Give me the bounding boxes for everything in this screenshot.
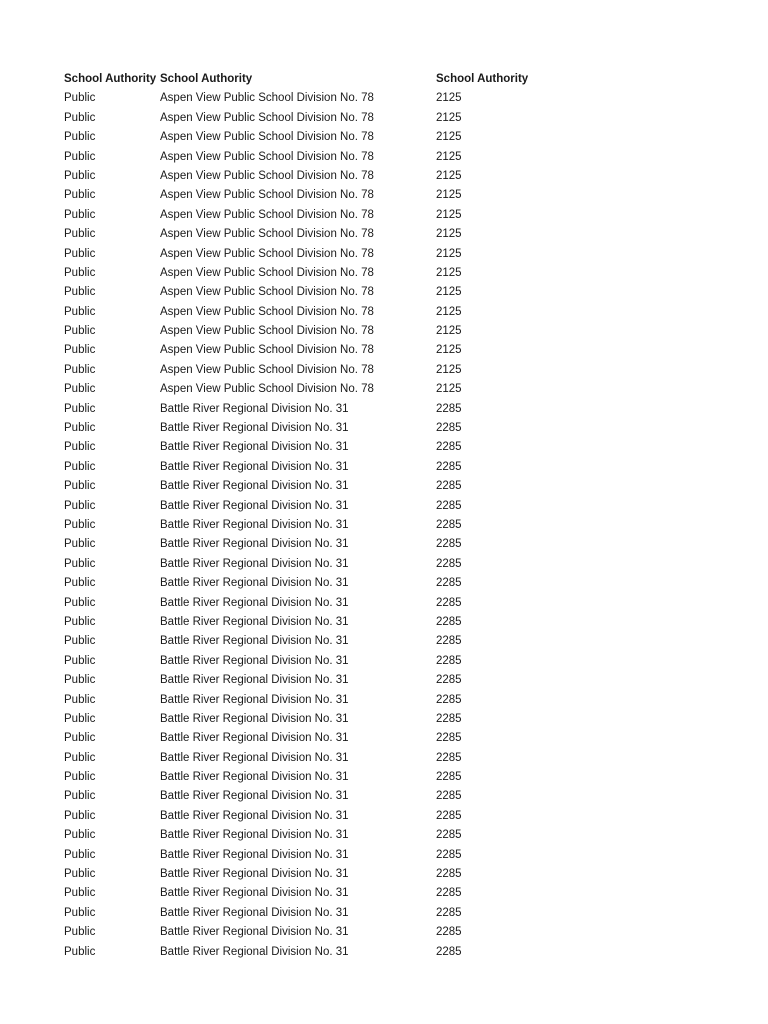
table-cell: 2125 [436,305,462,318]
table-cell: Public [64,596,96,609]
table-row [64,555,724,574]
table-cell: Battle River Regional Division No. 31 [160,829,349,842]
table-row [64,458,724,477]
table-cell: Public [64,945,96,958]
table-cell: Public [64,402,96,415]
table-row [64,361,724,380]
table-row [64,632,724,651]
table-cell: Battle River Regional Division No. 31 [160,926,349,939]
table-cell: 2285 [436,674,462,687]
table-cell: Battle River Regional Division No. 31 [160,674,349,687]
table-cell: 2285 [436,654,462,667]
table-cell: 2125 [436,111,462,124]
table-cell: Public [64,848,96,861]
table-cell: Public [64,383,96,396]
table-cell: Battle River Regional Division No. 31 [160,809,349,822]
table-cell: Battle River Regional Division No. 31 [160,887,349,900]
table-cell: Aspen View Public School Division No. 78 [160,363,374,376]
table-cell: Public [64,286,96,299]
table-cell: Aspen View Public School Division No. 78 [160,383,374,396]
table-row [64,497,724,516]
table-cell: 2125 [436,266,462,279]
table-cell: Public [64,712,96,725]
table-cell: 2285 [436,712,462,725]
table-cell: Battle River Regional Division No. 31 [160,906,349,919]
table-row [64,89,724,108]
table-cell: 2125 [436,363,462,376]
table-cell: Aspen View Public School Division No. 78 [160,92,374,105]
table-cell: Public [64,460,96,473]
table-row [64,128,724,147]
table-cell: Aspen View Public School Division No. 78 [160,208,374,221]
table-cell: Battle River Regional Division No. 31 [160,654,349,667]
table-row [64,245,724,264]
table-cell: Public [64,615,96,628]
column-header: School Authority [160,73,253,85]
table-cell: Public [64,499,96,512]
table-cell: Aspen View Public School Division No. 78 [160,189,374,202]
table-row [64,710,724,729]
table-cell: Aspen View Public School Division No. 78 [160,247,374,260]
table-cell: Battle River Regional Division No. 31 [160,518,349,531]
table-cell: Public [64,208,96,221]
table-cell: Battle River Regional Division No. 31 [160,615,349,628]
table-cell: 2125 [436,228,462,241]
table-row [64,148,724,167]
table-cell: Aspen View Public School Division No. 78 [160,111,374,124]
table-row [64,341,724,360]
table-cell: Battle River Regional Division No. 31 [160,635,349,648]
table-cell: Public [64,344,96,357]
table-cell: 2125 [436,383,462,396]
table-cell: Public [64,325,96,338]
table-row [64,923,724,942]
table-cell: 2285 [436,906,462,919]
table-row [64,109,724,128]
spreadsheet-table [64,70,724,962]
table-cell: 2285 [436,557,462,570]
table-cell: 2285 [436,848,462,861]
table-cell: Public [64,868,96,881]
table-cell: 2285 [436,422,462,435]
table-cell: Battle River Regional Division No. 31 [160,751,349,764]
table-cell: 2125 [436,208,462,221]
table-cell: Public [64,557,96,570]
table-cell: Public [64,538,96,551]
table-row [64,768,724,787]
table-cell: Public [64,189,96,202]
table-row [64,594,724,613]
table-cell: Public [64,228,96,241]
table-cell: Aspen View Public School Division No. 78 [160,150,374,163]
table-cell: Public [64,906,96,919]
table-cell: 2285 [436,635,462,648]
table-cell: Public [64,518,96,531]
table-row [64,186,724,205]
table-row [64,865,724,884]
table-row [64,826,724,845]
table-cell: Public [64,111,96,124]
table-row [64,419,724,438]
table-cell: Battle River Regional Division No. 31 [160,596,349,609]
table-cell: Battle River Regional Division No. 31 [160,538,349,551]
table-row [64,283,724,302]
table-cell: Aspen View Public School Division No. 78 [160,169,374,182]
table-row [64,167,724,186]
table-row [64,477,724,496]
table-cell: 2285 [436,441,462,454]
table-cell: Battle River Regional Division No. 31 [160,480,349,493]
table-cell: Public [64,577,96,590]
table-cell: 2285 [436,945,462,958]
table-cell: Battle River Regional Division No. 31 [160,945,349,958]
table-cell: 2285 [436,790,462,803]
table-row [64,303,724,322]
table-row [64,400,724,419]
table-cell: Aspen View Public School Division No. 78 [160,228,374,241]
table-cell: Public [64,887,96,900]
table-cell: 2285 [436,751,462,764]
table-cell: 2285 [436,538,462,551]
table-cell: Public [64,790,96,803]
table-row [64,691,724,710]
table-row [64,516,724,535]
table-cell: Public [64,131,96,144]
table-cell: 2285 [436,518,462,531]
table-cell: 2125 [436,150,462,163]
table-row [64,380,724,399]
table-row [64,749,724,768]
table-cell: 2285 [436,868,462,881]
table-row [64,787,724,806]
table-cell: 2285 [436,480,462,493]
table-cell: Aspen View Public School Division No. 78 [160,131,374,144]
table-cell: Public [64,771,96,784]
table-cell: Public [64,635,96,648]
table-cell: Public [64,732,96,745]
table-cell: Public [64,92,96,105]
table-cell: 2125 [436,286,462,299]
table-cell: Public [64,150,96,163]
table-cell: Public [64,363,96,376]
table-cell: Public [64,926,96,939]
table-header-row [64,70,724,89]
table-cell: Public [64,247,96,260]
table-cell: Public [64,305,96,318]
table-cell: 2125 [436,344,462,357]
table-cell: Aspen View Public School Division No. 78 [160,286,374,299]
table-cell: Battle River Regional Division No. 31 [160,577,349,590]
table-row [64,574,724,593]
table-row [64,904,724,923]
table-cell: Aspen View Public School Division No. 78 [160,305,374,318]
table-cell: Public [64,441,96,454]
table-cell: Aspen View Public School Division No. 78 [160,266,374,279]
table-cell: Public [64,169,96,182]
table-cell: Public [64,266,96,279]
table-cell: Public [64,809,96,822]
table-cell: Public [64,422,96,435]
table-cell: Battle River Regional Division No. 31 [160,460,349,473]
table-row [64,671,724,690]
table-cell: 2285 [436,771,462,784]
table-cell: Battle River Regional Division No. 31 [160,868,349,881]
table-cell: 2285 [436,926,462,939]
table-cell: 2285 [436,402,462,415]
table-cell: Aspen View Public School Division No. 78 [160,344,374,357]
table-cell: Battle River Regional Division No. 31 [160,732,349,745]
table-cell: Public [64,674,96,687]
table-cell: 2285 [436,693,462,706]
table-row [64,264,724,283]
table-cell: 2285 [436,596,462,609]
table-cell: Battle River Regional Division No. 31 [160,771,349,784]
table-cell: 2125 [436,325,462,338]
table-cell: 2285 [436,499,462,512]
table-row [64,846,724,865]
column-header: School Authority [436,73,529,85]
table-cell: 2285 [436,615,462,628]
table-cell: 2125 [436,92,462,105]
table-row [64,438,724,457]
table-cell: Battle River Regional Division No. 31 [160,402,349,415]
table-cell: Battle River Regional Division No. 31 [160,693,349,706]
table-row [64,884,724,903]
table-body [64,89,724,962]
table-cell: Public [64,480,96,493]
table-cell: Public [64,829,96,842]
table-cell: 2125 [436,247,462,260]
table-cell: Battle River Regional Division No. 31 [160,557,349,570]
table-row [64,206,724,225]
table-row [64,322,724,341]
table-cell: 2125 [436,189,462,202]
table-cell: Public [64,751,96,764]
table-cell: Public [64,693,96,706]
table-cell: 2285 [436,732,462,745]
table-row [64,535,724,554]
table-cell: 2285 [436,577,462,590]
table-cell: 2285 [436,809,462,822]
table-cell: 2125 [436,169,462,182]
table-row [64,729,724,748]
table-cell: Battle River Regional Division No. 31 [160,422,349,435]
table-cell: Battle River Regional Division No. 31 [160,712,349,725]
table-row [64,613,724,632]
table-row [64,652,724,671]
table-row [64,807,724,826]
table-row [64,225,724,244]
table-cell: 2285 [436,887,462,900]
column-header: School Authority [64,73,157,85]
table-cell: Aspen View Public School Division No. 78 [160,325,374,338]
table-cell: Battle River Regional Division No. 31 [160,441,349,454]
table-cell: Battle River Regional Division No. 31 [160,499,349,512]
table-cell: 2125 [436,131,462,144]
table-cell: Battle River Regional Division No. 31 [160,790,349,803]
table-row [64,943,724,962]
table-cell: 2285 [436,460,462,473]
table-cell: Battle River Regional Division No. 31 [160,848,349,861]
table-cell: Public [64,654,96,667]
table-cell: 2285 [436,829,462,842]
